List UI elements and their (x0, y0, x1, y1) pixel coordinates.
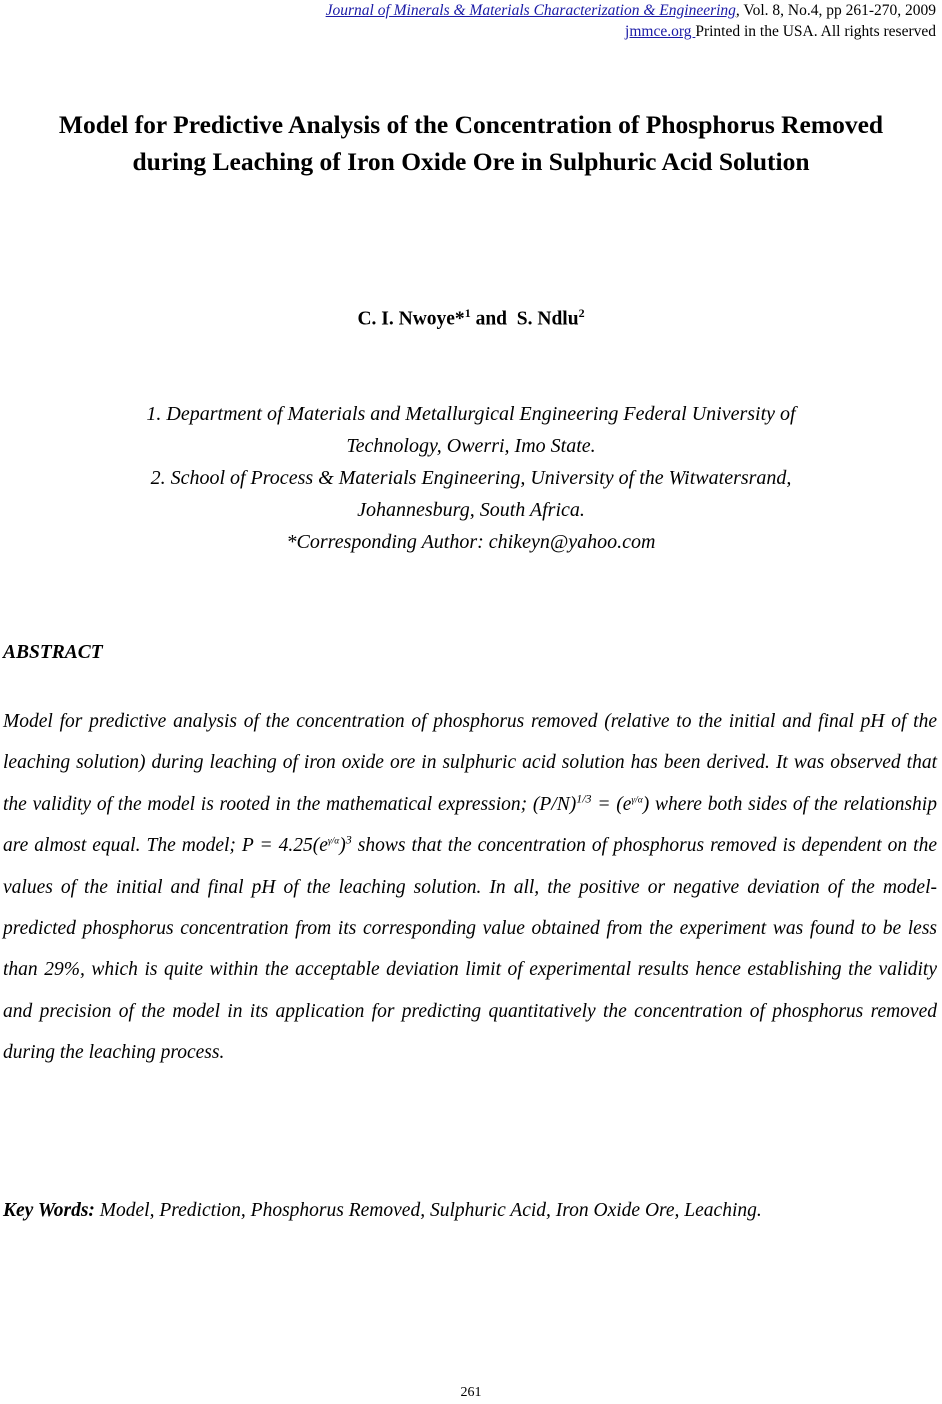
journal-citation-line (326, 0, 936, 21)
exponent: 1/3 (576, 791, 592, 806)
keywords-label: Key Words: (3, 1200, 95, 1221)
volume-info: , Vol. 8, No.4, pp 261-270, 2009 (735, 2, 936, 19)
exponent: γ/α (631, 795, 643, 806)
title-line-1: Model for Predictive Analysis of the Concentration of Phosphorus Removed (58, 110, 884, 139)
abstract-text: Model for predictive analysis of the concentration of phosphorus removed (relative to the initial and final pH of the leaching solution) during leaching of iron oxide ore in sulphuric acid solution has been derived. It was observed that the validity of the model is rooted in the mathematical expression; (P/N) (3, 711, 937, 815)
affiliation-line: 1. Department of Materials and Metallurgical Engineering Federal University of (146, 403, 796, 425)
page-number: 261 (460, 1385, 482, 1400)
keywords-text: Model, Prediction, Phosphorus Removed, Sulphuric Acid, Iron Oxide Ore, Leaching. (94, 1200, 762, 1221)
abstract-text: ) where both sides of the relationship are almost equal. The model; P = 4.25(e (3, 793, 937, 857)
site-line (326, 21, 936, 42)
rights-statement: Printed in the USA. All rights reserved (695, 23, 936, 40)
exponent: γ/α (327, 836, 340, 847)
site-link[interactable]: jmmce.org (625, 23, 696, 40)
exponent: 3 (345, 832, 352, 847)
author-1-name: C. I. Nwoye* (357, 308, 465, 330)
abstract-heading: ABSTRACT (3, 642, 103, 663)
abstract-text: shows that the concentration of phosphorus removed is dependent on the values of the initial and final pH of the leaching solution. In all, the positive or negative deviation of the model-predicted phosphorus concentration from its corresponding value obtained from the experiment was found to be less than 29%, which is quite within the acceptable deviation limit of experimental results hence establishing the validity and precision of the model in its application for predicting quantitatively the concentration of phosphorus removed during the leaching process. (3, 835, 937, 1064)
author-list (0, 306, 942, 331)
journal-header (326, 0, 936, 42)
affiliation-line: 2. School of Process & Materials Engineering, University of the Witwatersrand, (150, 467, 792, 489)
affiliation-line: Johannesburg, South Africa. (357, 499, 585, 521)
author-2-name: S. Ndlu (516, 308, 579, 330)
abstract-body (3, 701, 937, 1074)
author-1-affiliation-mark: 1 (464, 306, 471, 320)
title-line-2: during Leaching of Iron Oxide Ore in Sulphuric Acid Solution (132, 147, 810, 176)
affiliations (0, 398, 942, 558)
affiliation-line: Technology, Owerri, Imo State. (346, 435, 596, 457)
abstract-text: = (e (591, 793, 632, 815)
keywords (3, 1200, 939, 1222)
abstract-text: ) (339, 835, 346, 857)
author-2-affiliation-mark: 2 (578, 306, 585, 320)
corresponding-author: *Corresponding Author: chikeyn@yahoo.com (286, 531, 656, 553)
paper-title (0, 106, 942, 180)
journal-link[interactable]: Journal of Minerals & Materials Characterization & Engineering (325, 2, 736, 19)
author-joiner: and (470, 308, 517, 330)
